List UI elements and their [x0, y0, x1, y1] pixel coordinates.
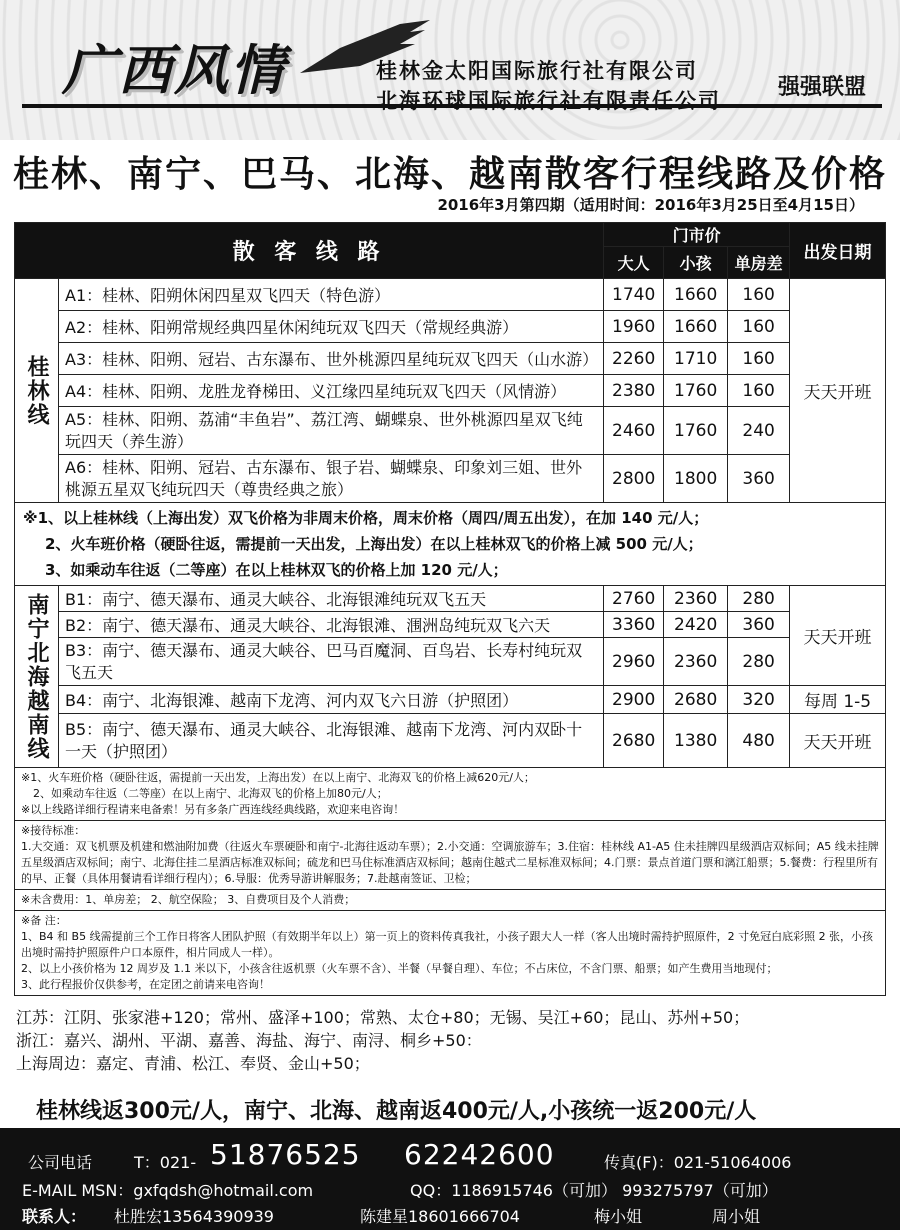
- company-2: 北海环球国际旅行社有限责任公司: [376, 89, 721, 113]
- guilin-departure: 天天开班: [790, 279, 886, 503]
- standards-heading: ※接待标准：: [21, 824, 86, 837]
- b5-departure: 天天开班: [790, 714, 886, 768]
- email-address[interactable]: E-MAIL MSN：gxfqdsh@hotmail.com: [22, 1181, 314, 1200]
- table-row: [15, 279, 886, 311]
- adult-price: 2460: [604, 407, 664, 455]
- brand-logo: 广西风情: [62, 39, 286, 102]
- adult-price: 2900: [604, 686, 664, 714]
- table-row: [15, 375, 886, 407]
- adult-price: 2960: [604, 638, 664, 686]
- fax-number: 传真(F)：021-51064006: [604, 1153, 792, 1172]
- phone-prefix: T：021-: [134, 1153, 197, 1172]
- single-price: 320: [728, 686, 790, 714]
- contact-person: 杜胜宏13564390939: [114, 1207, 274, 1226]
- single-price: 160: [728, 343, 790, 375]
- departure-header: 出发日期: [790, 223, 886, 279]
- route-cell: A6：桂林、阳朔、冠岩、古东瀑布、银子岩、蝴蝶泉、印象刘三姐、世外桃源五星双飞纯玩四天（尊贵经典之旅）: [59, 455, 604, 503]
- company-1: 桂林金太阳国际旅行社有限公司: [376, 59, 698, 83]
- route-header: 散 客 线 路: [15, 223, 604, 279]
- guilin-notes: [15, 503, 886, 586]
- nanning-notes-row: [15, 768, 886, 821]
- rebate-text: 桂林线返300元/人，南宁、北海、越南返400元/人,小孩统一返200元/人: [36, 1099, 757, 1124]
- route-cell: A1：桂林、阳朔休闲四星双飞四天（特色游）: [59, 279, 604, 311]
- adult-price: 2760: [604, 586, 664, 612]
- alliance-label: 强强联盟: [778, 75, 867, 100]
- single-price: 160: [728, 311, 790, 343]
- child-price: 2360: [664, 638, 728, 686]
- contacts-label: 联系人：: [22, 1207, 87, 1226]
- adult-price: 1960: [604, 311, 664, 343]
- child-price: 1660: [664, 311, 728, 343]
- route-cell: A2：桂林、阳朔常规经典四星休闲纯玩双飞四天（常规经典游）: [59, 311, 604, 343]
- guilin-region-label: 桂林线: [15, 279, 59, 503]
- nanning-notes: [15, 768, 886, 821]
- remarks-row: [15, 911, 886, 996]
- child-header: 小孩: [664, 247, 728, 279]
- company-names: [376, 56, 721, 116]
- phone-number-1[interactable]: 51876525: [210, 1138, 361, 1171]
- price-table: [14, 222, 886, 996]
- table-row: [15, 407, 886, 455]
- route-cell: A3：桂林、阳朔、冠岩、古东瀑布、世外桃源四星纯玩双飞四天（山水游）: [59, 343, 604, 375]
- guilin-note: ※1、以上桂林线（上海出发）双飞价格为非周末价格，周末价格（周四/周五出发），在加 140 元/人；: [23, 509, 709, 527]
- route-cell: B2：南宁、德天瀑布、通灵大峡谷、北海银滩、涠洲岛纯玩双飞六天: [59, 612, 604, 638]
- excluded-row: [15, 890, 886, 911]
- adult-price: 2800: [604, 455, 664, 503]
- single-price: 240: [728, 407, 790, 455]
- single-price: 480: [728, 714, 790, 768]
- standards-text: 1.大交通：双飞机票及机建和燃油附加费（往返火车票硬卧和南宁-北海往返动车票）；2.小交通：空调旅游车；3.住宿：桂林线 A1-A5 住未挂牌四星级酒店双标间；A5 线未挂牌五星级酒店双标间；南宁、北海住挂二星酒店标准双标间；硫龙和巴马住标准酒店双标间；越南住越式二星标准双标间；4.门票：景点首道门票和漓江船票；5.餐费：行程里所有的早、正餐（具体用餐请看详细行程内）；6.导服：优秀导游讲解服务；7.赴越南签证、卫检；: [21, 840, 879, 885]
- single-price: 360: [728, 612, 790, 638]
- table-row: [15, 638, 886, 686]
- child-price: 1710: [664, 343, 728, 375]
- table-row: [15, 343, 886, 375]
- phone-label: 公司电话: [28, 1153, 93, 1172]
- standards-row: [15, 821, 886, 890]
- single-price: 160: [728, 375, 790, 407]
- adult-price: 2380: [604, 375, 664, 407]
- city-line: 江苏：江阴、张家港+120；常州、盛泽+100；常熟、太仓+80；无锡、吴江+60；昆山、苏州+50；: [16, 1008, 750, 1027]
- city-line: 浙江：嘉兴、湖州、平湖、嘉善、海盐、海宁、南浔、桐乡+50：: [16, 1031, 482, 1050]
- guilin-notes-row: [15, 503, 886, 586]
- city-line: 上海周边：嘉定、青浦、松江、奉贤、金山+50；: [16, 1054, 370, 1073]
- nanning-region-label: 南宁北海越南线: [15, 586, 59, 768]
- route-cell: B3：南宁、德天瀑布、通灵大峡谷、巴马百魔洞、百鸟岩、长寿村纯玩双飞五天: [59, 638, 604, 686]
- table-header-row: [15, 223, 886, 247]
- nanning-note: ※1、火车班价格（硬卧往返，需提前一天出发，上海出发）在以上南宁、北海双飞的价格上减620元/人；: [21, 771, 535, 784]
- nanning-note: 2、如乘动车往返（二等座）在以上南宁、北海双飞的价格上加80元/人；: [33, 787, 388, 800]
- adult-price: 2680: [604, 714, 664, 768]
- child-price: 1380: [664, 714, 728, 768]
- route-cell: B5：南宁、德天瀑布、通灵大峡谷、北海银滩、越南下龙湾、河内双卧十一天（护照团）: [59, 714, 604, 768]
- contact-person: 梅小姐: [594, 1207, 643, 1226]
- guilin-note: 2、火车班价格（硬卧往返，需提前一天出发，上海出发）在以上桂林双飞的价格上减 500 元/人；: [45, 535, 703, 553]
- table-row: [15, 311, 886, 343]
- table-row: [15, 612, 886, 638]
- single-header: 单房差: [728, 247, 790, 279]
- excluded-cell: ※未含费用：1、单房差； 2、航空保险； 3、自费项目及个人消费；: [15, 890, 886, 911]
- child-price: 1760: [664, 375, 728, 407]
- adult-price: 2260: [604, 343, 664, 375]
- adult-price: 3360: [604, 612, 664, 638]
- remark-item: 2、以上小孩价格为 12 周岁及 1.1 米以下，小孩含往返机票（火车票不含）、半餐（早餐自理）、车位；不占床位，不含门票、船票；如产生费用当地现付；: [21, 962, 778, 975]
- contact-person: 陈建星18601666704: [360, 1207, 520, 1226]
- header-banner: [0, 0, 900, 140]
- nanning-departure: 天天开班: [790, 586, 886, 686]
- route-cell: B4：南宁、北海银滩、越南下龙湾、河内双飞六日游（护照团）: [59, 686, 604, 714]
- single-price: 280: [728, 638, 790, 686]
- nanning-note: ※以上线路详细行程请来电备索！另有多条广西连线经典线路，欢迎来电咨询！: [21, 803, 405, 816]
- phone-number-2[interactable]: 62242600: [404, 1138, 555, 1171]
- child-price: 1660: [664, 279, 728, 311]
- route-cell: A4：桂林、阳朔、龙胜龙脊梯田、义江缘四星纯玩双飞四天（风情游）: [59, 375, 604, 407]
- contact-footer: [0, 1128, 900, 1230]
- qq-numbers: QQ：1186915746（可加） 993275797（可加）: [410, 1181, 778, 1200]
- remark-item: 1、B4 和 B5 线需提前三个工作日将客人团队护照（有效期半年以上）第一页上的资料传真我社，小孩子跟大人一样（客人出境时需持护照原件，2 寸免冠白底彩照 2 张，小孩出境时需持护照原件户口本原件，相片同成人一样）。: [21, 930, 874, 959]
- table-row: [15, 586, 886, 612]
- table-row: [15, 714, 886, 768]
- child-price: 2680: [664, 686, 728, 714]
- price-group-header: 门市价: [604, 223, 790, 247]
- adult-price: 1740: [604, 279, 664, 311]
- single-price: 360: [728, 455, 790, 503]
- single-price: 160: [728, 279, 790, 311]
- remarks-heading: ※备 注：: [21, 914, 67, 927]
- route-cell: A5：桂林、阳朔、荔浦“丰鱼岩”、荔江湾、蝴蝶泉、世外桃源四星双飞纯玩四天（养生游）: [59, 407, 604, 455]
- child-price: 2420: [664, 612, 728, 638]
- city-surcharges: [16, 1006, 749, 1075]
- single-price: 280: [728, 586, 790, 612]
- remark-item: 3、此行程报价仅供参考，在定团之前请来电咨询！: [21, 978, 270, 991]
- contact-person: 周小姐: [712, 1207, 761, 1226]
- standards-cell: [15, 821, 886, 890]
- adult-header: 大人: [604, 247, 664, 279]
- b4-departure: 每周 1-5: [790, 686, 886, 714]
- remarks-cell: [15, 911, 886, 996]
- child-price: 1800: [664, 455, 728, 503]
- page-title: 桂林、南宁、巴马、北海、越南散客行程线路及价格: [12, 154, 887, 195]
- table-row: [15, 455, 886, 503]
- child-price: 2360: [664, 586, 728, 612]
- issue-date: 2016年3月第四期（适用时间：2016年3月25日至4月15日）: [437, 196, 864, 214]
- route-cell: B1：南宁、德天瀑布、通灵大峡谷、北海银滩纯玩双飞五天: [59, 586, 604, 612]
- table-row: [15, 686, 886, 714]
- child-price: 1760: [664, 407, 728, 455]
- guilin-note: 3、如乘动车往返（二等座）在以上桂林双飞的价格上加 120 元/人；: [45, 561, 508, 579]
